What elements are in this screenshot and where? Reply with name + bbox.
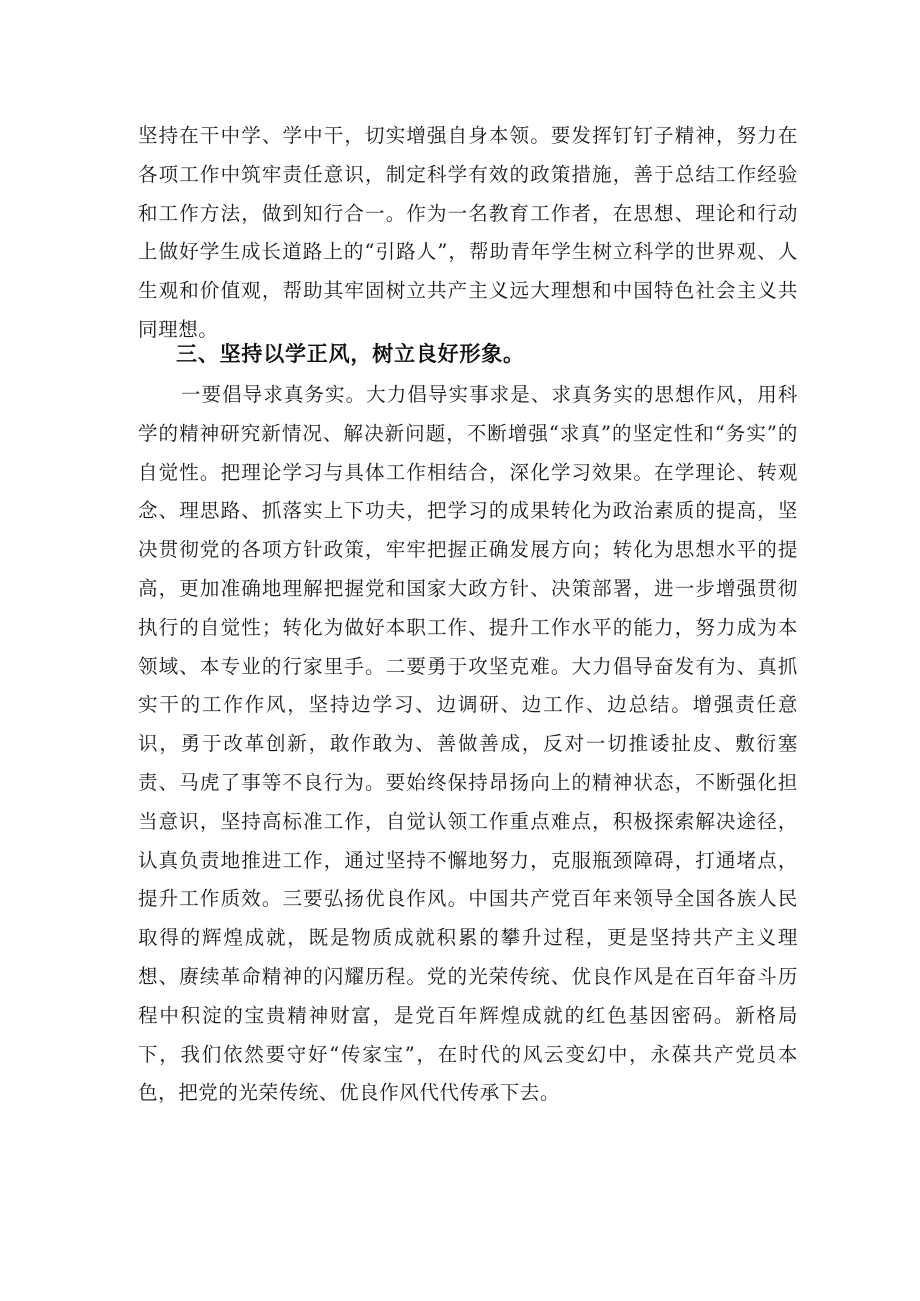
body-paragraph-section-three: 一要倡导求真务实。大力倡导实事求是、求真务实的思想作风，用科学的精神研究新情况、解决新问题，不断增强“求真”的坚定性和“务实”的自觉性。把理论学习与具体工作相结合，深化学习效果。在学理论、转观念、理思路、抓落实上下功夫，把学习的成果转化为政治素质的提高，坚决贯彻党的各项方针政策，牢牢把握正确发展方向；转化为思想水平的提高，更加准确地理解把握党和国家大政方针、决策部署，进一步增强贯彻执行的自觉性；转化为做好本职工作、提升工作水平的能力，努力成为本领域、本专业的行家里手。二要勇于攻坚克难。大力倡导奋发有为、真抓实干的工作作风，坚持边学习、边调研、边工作、边总结。增强责任意识，勇于改革创新，敢作敢为、善做善成，反对一切推诿扯皮、敷衍塞责、马虎了事等不良行为。要始终保持昂扬向上的精神状态，不断强化担当意识，坚持高标准工作，自觉认领工作重点难点，积极探索解决途径，认真负责地推进工作，通过坚持不懈地努力，克服瓶颈障碍，打通堵点，提升工作质效。三要弘扬优良作风。中国共产党百年来领导全国各族人民取得的辉煌成就，既是物质成就积累的攀升过程，更是坚持共产主义理想、赓续革命精神的闪耀历程。党的光荣传统、优良作风是在百年奋斗历程中积淀的宝贵精神财富，是党百年辉煌成就的红色基因密码。新格局下，我们依然要守好“传家宝”，在时代的风云变幻中，永葆共产党员本色，把党的光荣传统、优良作风代代传承下去。 — [138, 383, 798, 1105]
section-heading: 三、坚持以学正风，树立良好形象。 — [176, 342, 525, 366]
body-paragraph-continued: 坚持在干中学、学中干，切实增强自身本领。要发挥钉钉子精神，努力在各项工作中筑牢责任意识，制定科学有效的政策措施，善于总结工作经验和工作方法，做到知行合一。作为一名教育工作者，在思想、理论和行动上做好学生成长道路上的“引路人”，帮助青年学生树立科学的世界观、人生观和价值观，帮助其牢固树立共产主义远大理想和中国特色社会主义共同理想。 — [138, 124, 798, 341]
